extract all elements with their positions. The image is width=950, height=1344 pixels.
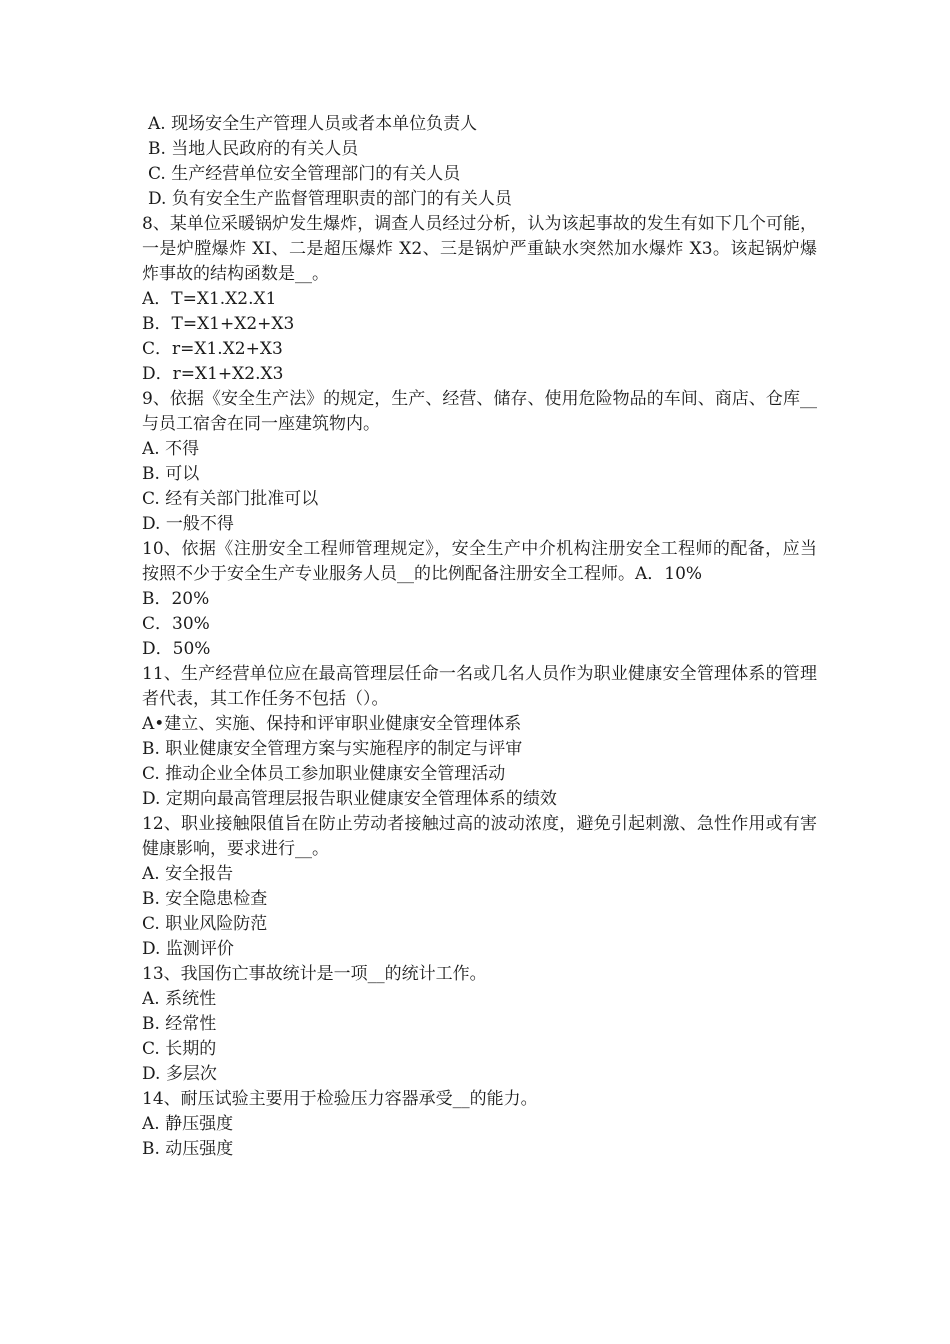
option-10c: C．30% <box>142 614 210 634</box>
option-7a: A. 现场安全生产管理人员或者本单位负责人 <box>148 114 478 134</box>
option-14b: B. 动压强度 <box>142 1139 234 1159</box>
option-9a: A. 不得 <box>142 439 200 459</box>
option-8d: D．r=X1+X2.X3 <box>142 364 284 384</box>
option-11c: C. 推动企业全体员工参加职业健康安全管理活动 <box>142 764 506 784</box>
question-14-text: 14、耐压试验主要用于检验压力容器承受__的能力。 <box>142 1089 538 1109</box>
option-9d: D. 一般不得 <box>142 514 234 534</box>
option-10d: D．50% <box>142 639 211 659</box>
document-page <box>142 112 817 1162</box>
question-12-text: 12、职业接触限值旨在防止劳动者接触过高的波动浓度，避免引起刺激、急性作用或有害健康影响，要求进行__。 <box>142 814 817 859</box>
question-8 <box>142 212 817 387</box>
question-10 <box>142 537 817 662</box>
option-13d: D. 多层次 <box>142 1064 217 1084</box>
question-14 <box>142 1087 817 1162</box>
question-13-text: 13、我国伤亡事故统计是一项__的统计工作。 <box>142 964 487 984</box>
option-12a: A. 安全报告 <box>142 864 234 884</box>
option-7b: B. 当地人民政府的有关人员 <box>148 139 359 159</box>
question-11-text: 11、生产经营单位应在最高管理层任命一名或几名人员作为职业健康安全管理体系的管理者代表，其工作任务不包括（）。 <box>142 664 817 709</box>
option-10b: B．20% <box>142 589 210 609</box>
option-14a: A. 静压强度 <box>142 1114 234 1134</box>
option-8a: A．T=X1.X2.X1 <box>142 289 277 309</box>
option-8c: C．r=X1.X2+X3 <box>142 339 283 359</box>
option-13a: A. 系统性 <box>142 989 217 1009</box>
option-9c: C. 经有关部门批准可以 <box>142 489 319 509</box>
question-9-text: 9、依据《安全生产法》的规定，生产、经营、储存、使用危险物品的车间、商店、仓库__与员工宿舍在同一座建筑物内。 <box>142 389 817 434</box>
option-12b: B. 安全隐患检查 <box>142 889 268 909</box>
option-11b: B. 职业健康安全管理方案与实施程序的制定与评审 <box>142 739 523 759</box>
option-8b: B．T=X1+X2+X3 <box>142 314 295 334</box>
question-13 <box>142 962 817 1087</box>
option-7d: D. 负有安全生产监督管理职责的部门的有关人员 <box>148 189 512 209</box>
question-8-text: 8、某单位采暖锅炉发生爆炸，调查人员经过分析，认为该起事故的发生有如下几个可能，一是炉膛爆炸 XI、二是超压爆炸 X2、三是锅炉严重缺水突然加水爆炸 X3。该起锅炉爆炸事故的结构函数是__。 <box>142 214 817 284</box>
option-13b: B. 经常性 <box>142 1014 217 1034</box>
question-11 <box>142 662 817 812</box>
option-12d: D. 监测评价 <box>142 939 234 959</box>
question-7-options <box>142 112 817 212</box>
option-13c: C. 长期的 <box>142 1039 217 1059</box>
option-9b: B. 可以 <box>142 464 200 484</box>
option-11a: A•建立、实施、保持和评审职业健康安全管理体系 <box>142 714 522 734</box>
option-11d: D. 定期向最高管理层报告职业健康安全管理体系的绩效 <box>142 789 557 809</box>
question-12 <box>142 812 817 962</box>
question-10-text: 10、依据《注册安全工程师管理规定》，安全生产中介机构注册安全工程师的配备，应当按照不少于安全生产专业服务人员__的比例配备注册安全工程师。A．10% <box>142 539 817 584</box>
question-9 <box>142 387 817 537</box>
option-12c: C. 职业风险防范 <box>142 914 268 934</box>
option-7c: C. 生产经营单位安全管理部门的有关人员 <box>148 164 461 184</box>
